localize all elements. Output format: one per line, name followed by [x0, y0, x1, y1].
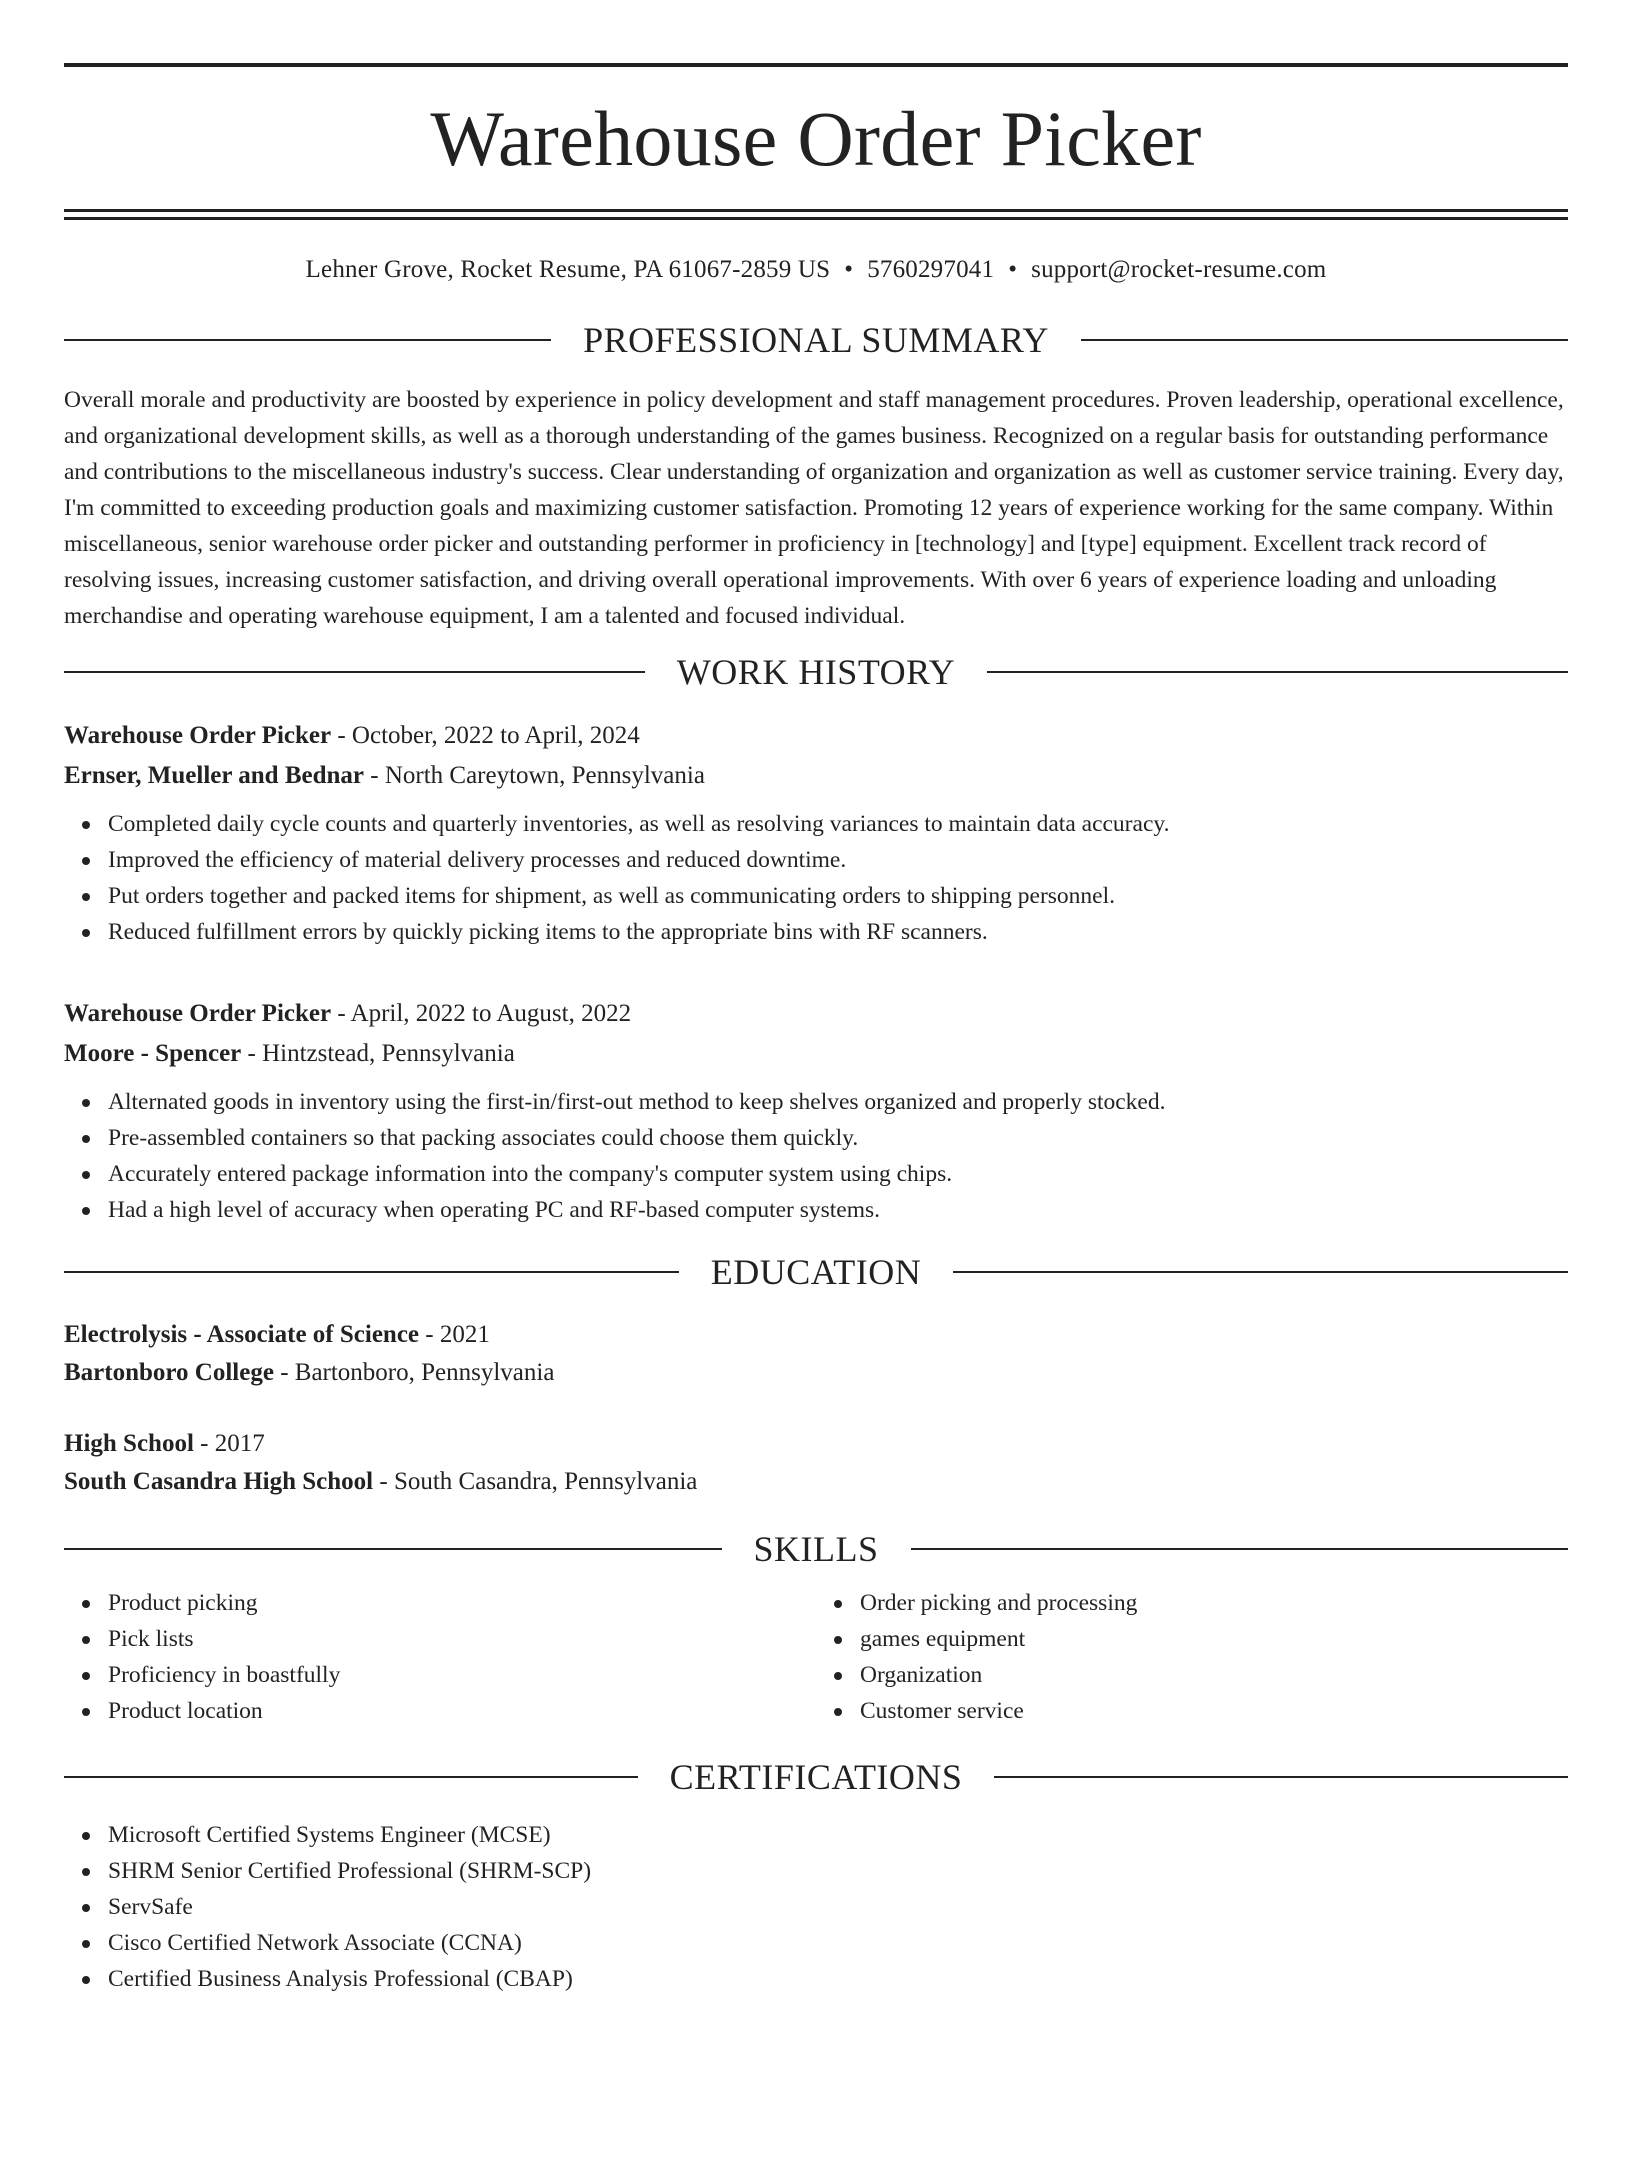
education-location: - South Casandra, Pennsylvania	[373, 1468, 698, 1495]
list-item: SHRM Senior Certified Professional (SHRM-SCP)	[108, 1853, 1568, 1889]
section-heading-education	[64, 1254, 1568, 1290]
skills-list-right	[816, 1585, 1568, 1729]
education-year: - 2021	[419, 1321, 490, 1348]
heading-rule	[64, 339, 551, 341]
section-heading-summary	[64, 322, 1568, 358]
contact-separator: •	[844, 256, 854, 283]
list-item: Pre-assembled containers so that packing associates could choose them quickly.	[108, 1120, 1568, 1156]
list-item: Customer service	[860, 1693, 1568, 1729]
education-entry	[64, 1425, 1568, 1501]
job-company-line	[64, 1034, 1568, 1074]
list-item: ServSafe	[108, 1889, 1568, 1925]
job-company: Moore - Spencer	[64, 1040, 242, 1067]
list-item: Reduced fulfillment errors by quickly picking items to the appropriate bins with RF scanners.	[108, 914, 1568, 950]
education-school-line	[64, 1463, 1568, 1501]
section-heading-label: EDUCATION	[710, 1252, 922, 1292]
heading-rule	[64, 1548, 722, 1550]
list-item: Product picking	[108, 1585, 816, 1621]
heading-rule	[987, 671, 1568, 673]
heading-rule	[1081, 339, 1568, 341]
job-bullets	[64, 806, 1568, 950]
list-item: Put orders together and packed items for shipment, as well as communicating orders to shipping personnel.	[108, 878, 1568, 914]
education-school: Bartonboro College	[64, 1359, 274, 1386]
contact-email: support@rocket-resume.com	[1031, 256, 1327, 283]
education-school-line	[64, 1354, 1568, 1392]
education-school: South Casandra High School	[64, 1468, 374, 1495]
job-location: - North Careytown, Pennsylvania	[364, 762, 705, 789]
resume-title: Warehouse Order Picker	[430, 95, 1202, 182]
list-item: games equipment	[860, 1621, 1568, 1657]
resume-page	[0, 63, 1632, 2175]
heading-rule	[64, 1776, 638, 1778]
list-item: Cisco Certified Network Associate (CCNA)	[108, 1925, 1568, 1961]
title-double-rule	[64, 209, 1568, 220]
list-item: Completed daily cycle counts and quarterly inventories, as well as resolving variances to maintain data accuracy.	[108, 806, 1568, 842]
list-item: Improved the efficiency of material delivery processes and reduced downtime.	[108, 842, 1568, 878]
job-title-line	[64, 716, 1568, 756]
list-item: Had a high level of accuracy when operating PC and RF-based computer systems.	[108, 1192, 1568, 1228]
job-title: Warehouse Order Picker	[64, 1000, 332, 1027]
job-company-line	[64, 756, 1568, 796]
job-location: - Hintzstead, Pennsylvania	[241, 1040, 515, 1067]
heading-rule	[911, 1548, 1569, 1550]
list-item: Certified Business Analysis Professional (CBAP)	[108, 1961, 1568, 1997]
list-item: Alternated goods in inventory using the first-in/first-out method to keep shelves organized and properly stocked.	[108, 1084, 1568, 1120]
heading-rule	[64, 671, 645, 673]
summary-text: Overall morale and productivity are boosted by experience in policy development and staff management procedures. Proven leadership, operational excellence, and organizational development skills, as well as a thorough understanding of the games business. Recognized on a regular basis for outstanding performance and contributions to the miscellaneous industry's success. Clear understanding of organization and organization as well as customer service training. Every day, I'm committed to exceeding production goals and maximizing customer satisfaction. Promoting 12 years of experience working for the same company. Within miscellaneous, senior warehouse order picker and outstanding performer in proficiency in [technology] and [type] equipment. Excellent track record of resolving issues, increasing customer satisfaction, and driving overall operational improvements. With over 6 years of experience loading and unloading merchandise and operating warehouse equipment, I am a talented and focused individual.	[64, 387, 1564, 629]
job-entry	[64, 716, 1568, 950]
list-item: Product location	[108, 1693, 816, 1729]
education-degree: Electrolysis - Associate of Science	[64, 1321, 420, 1348]
education-entry	[64, 1316, 1568, 1392]
job-dates: - October, 2022 to April, 2024	[331, 722, 640, 749]
education-degree-line	[64, 1425, 1568, 1463]
job-entry	[64, 994, 1568, 1228]
job-bullets	[64, 1084, 1568, 1228]
education-degree: High School	[64, 1430, 194, 1457]
section-heading-work-history	[64, 654, 1568, 690]
section-heading-skills	[64, 1531, 1568, 1567]
job-company: Ernser, Mueller and Bednar	[64, 762, 365, 789]
section-heading-label: PROFESSIONAL SUMMARY	[583, 320, 1049, 360]
heading-rule	[953, 1271, 1568, 1273]
list-item: Microsoft Certified Systems Engineer (MCSE)	[108, 1817, 1568, 1853]
list-item: Accurately entered package information into the company's computer system using chips.	[108, 1156, 1568, 1192]
section-heading-label: WORK HISTORY	[676, 652, 956, 692]
section-heading-label: CERTIFICATIONS	[669, 1757, 963, 1797]
education-year: - 2017	[193, 1430, 265, 1457]
top-rule	[64, 63, 1568, 67]
education-location: - Bartonboro, Pennsylvania	[273, 1359, 555, 1386]
skills-columns	[64, 1585, 1568, 1729]
contact-separator: •	[1008, 256, 1018, 283]
contact-address: Lehner Grove, Rocket Resume, PA 61067-2859 US	[305, 256, 831, 283]
list-item: Proficiency in boastfully	[108, 1657, 816, 1693]
section-heading-label: SKILLS	[753, 1529, 879, 1569]
certifications-list	[64, 1817, 1568, 1997]
contact-line	[64, 255, 1568, 285]
job-dates: - April, 2022 to August, 2022	[331, 1000, 632, 1027]
list-item: Pick lists	[108, 1621, 816, 1657]
job-title-line	[64, 994, 1568, 1034]
certifications-block	[64, 1817, 1568, 1997]
education-degree-line	[64, 1316, 1568, 1354]
contact-phone: 5760297041	[867, 256, 995, 283]
list-item: Organization	[860, 1657, 1568, 1693]
job-title: Warehouse Order Picker	[64, 722, 332, 749]
list-item: Order picking and processing	[860, 1585, 1568, 1621]
skills-list-left	[64, 1585, 816, 1729]
heading-rule	[994, 1776, 1568, 1778]
heading-rule	[64, 1271, 679, 1273]
section-heading-certifications	[64, 1759, 1568, 1795]
